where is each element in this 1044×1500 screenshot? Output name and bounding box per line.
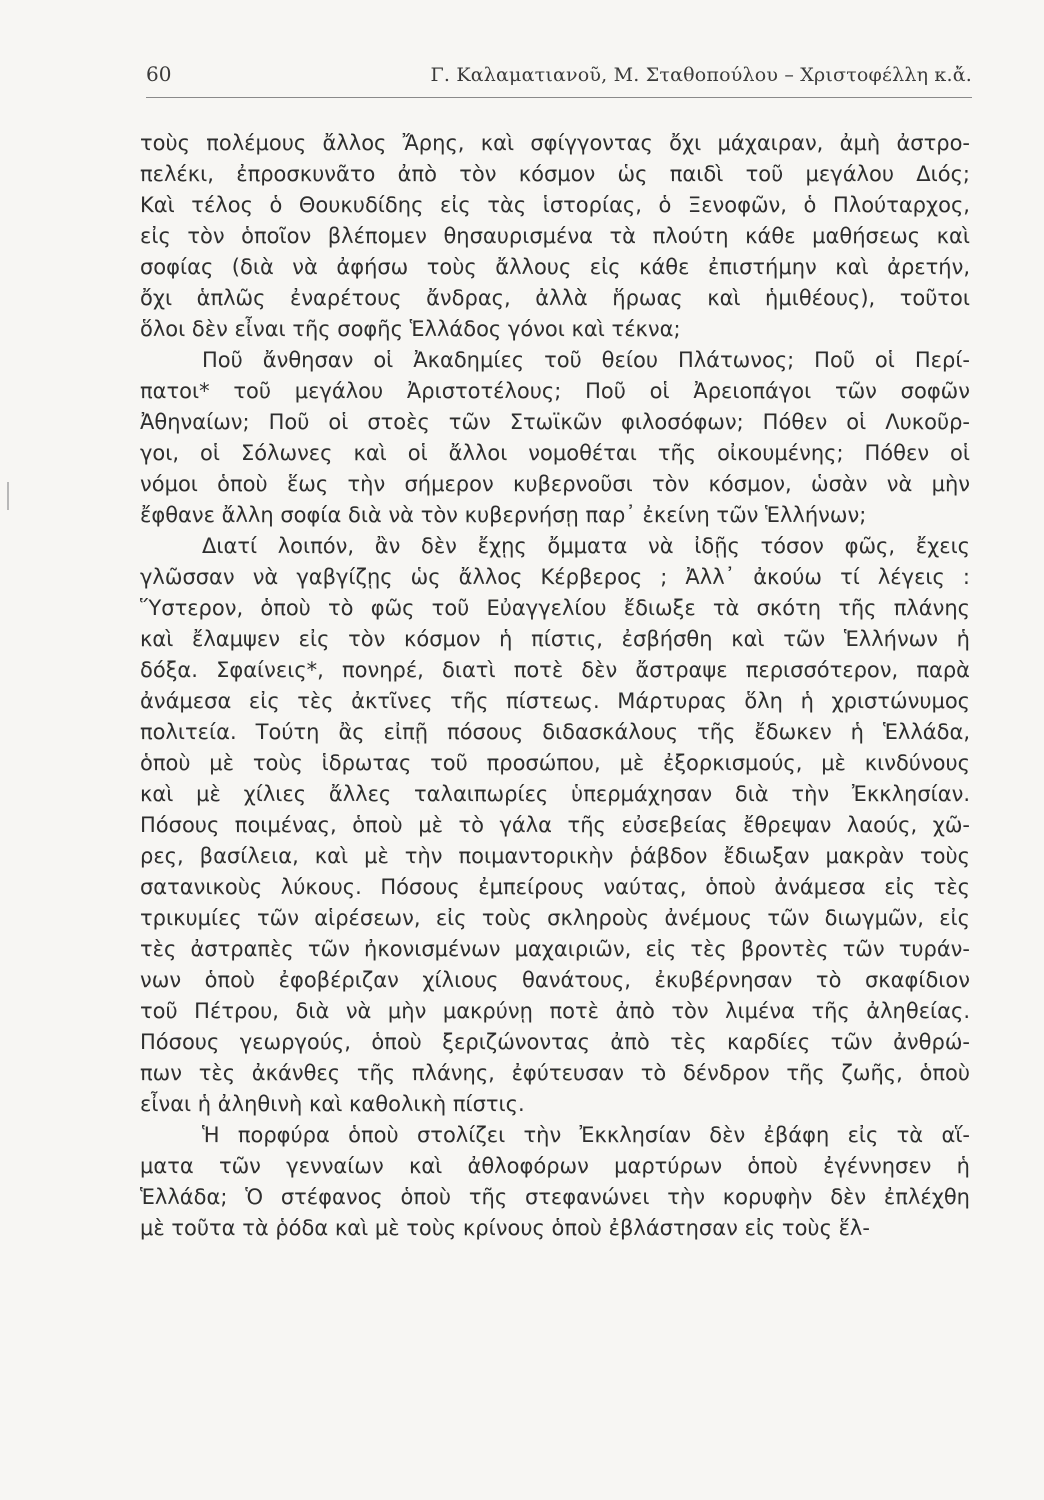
text-line: εἶναι ἡ ἀληθινὴ καὶ καθολικὴ πίστις.	[140, 1092, 525, 1116]
text-line: Πόσους γεωργούς, ὁποὺ ξεριζώνοντας ἀπὸ τὲς καρδίες τῶν ἀνθρώ-	[140, 1030, 970, 1054]
body-text	[140, 128, 970, 1244]
paragraph	[140, 531, 970, 1120]
paragraph	[140, 345, 970, 531]
text-line: μὲ τοῦτα τὰ ῥόδα καὶ μὲ τοὺς κρίνους ὁποὺ ἐβλάστησαν εἰς τοὺς ἕλ-	[140, 1216, 870, 1240]
text-line: σοφίας (διὰ νὰ ἀφήσω τοὺς ἄλλους εἰς κάθε ἐπιστήμην καὶ ἀρετήν,	[140, 255, 970, 279]
text-line: Ἀθηναίων; Ποῦ οἱ στοὲς τῶν Στωϊκῶν φιλοσόφων; Πόθεν οἱ Λυκοῦρ-	[140, 410, 970, 434]
text-line: Καὶ τέλος ὁ Θουκυδίδης εἰς τὰς ἱστορίας, ὁ Ξενοφῶν, ὁ Πλούταρχος,	[140, 193, 970, 217]
text-line: ματα τῶν γενναίων καὶ ἀθλοφόρων μαρτύρων ὁποὺ ἐγέννησεν ἡ	[140, 1154, 970, 1178]
text-line: ἔφθανε ἄλλη σοφία διὰ νὰ τὸν κυβερνήσῃ παρ᾽ ἐκείνη τῶν Ἑλλήνων;	[140, 503, 867, 527]
text-line: τὲς ἀστραπὲς τῶν ἠκονισμένων μαχαιριῶν, εἰς τὲς βροντὲς τῶν τυράν-	[140, 937, 970, 961]
header-rule	[146, 97, 972, 98]
margin-mark	[7, 482, 9, 510]
text-line: πολιτεία. Τούτη ἂς εἰπῇ πόσους διδασκάλους τῆς ἔδωκεν ἡ Ἑλλάδα,	[140, 720, 970, 744]
paragraph	[140, 128, 970, 345]
text-line: τρικυμίες τῶν αἱρέσεων, εἰς τοὺς σκληροὺς ἀνέμους τῶν διωγμῶν, εἰς	[140, 906, 970, 930]
page-header	[146, 58, 972, 98]
text-line: πατοι* τοῦ μεγάλου Ἀριστοτέλους; Ποῦ οἱ Ἀρειοπάγοι τῶν σοφῶν	[140, 379, 970, 403]
text-line: εἰς τὸν ὁποῖον βλέπομεν θησαυρισμένα τὰ πλούτη κάθε μαθήσεως καὶ	[140, 224, 970, 248]
text-line: ὁποὺ μὲ τοὺς ἱδρωτας τοῦ προσώπου, μὲ ἐξορκισμούς, μὲ κινδύνους	[140, 751, 970, 775]
text-line: τοῦ Πέτρου, διὰ νὰ μὴν μακρύνῃ ποτὲ ἀπὸ τὸν λιμένα τῆς ἀληθείας.	[140, 999, 970, 1023]
paragraph	[140, 1120, 970, 1244]
text-line: ὄχι ἁπλῶς ἐναρέτους ἄνδρας, ἀλλὰ ἥρωας καὶ ἡμιθέους), τοῦτοι	[140, 286, 970, 310]
text-line: ἀνάμεσα εἰς τὲς ἀκτῖνες τῆς πίστεως. Μάρτυρας ὅλη ἡ χριστώνυμος	[140, 689, 970, 713]
page-number: 60	[146, 62, 172, 86]
text-line: Ὕστερον, ὁποὺ τὸ φῶς τοῦ Εὐαγγελίου ἔδιωξε τὰ σκότη τῆς πλάνης	[140, 596, 970, 620]
text-line: Πόσους ποιμένας, ὁποὺ μὲ τὸ γάλα τῆς εὐσεβείας ἔθρεψαν λαούς, χῶ-	[140, 813, 970, 837]
text-line: γλῶσσαν νὰ γαβγίζῃς ὡς ἄλλος Κέρβερος ; Ἀλλ᾽ ἀκούω τί λέγεις :	[140, 565, 970, 589]
text-line: γοι, οἱ Σόλωνες καὶ οἱ ἄλλοι νομοθέται τῆς οἰκουμένης; Πόθεν οἱ	[140, 441, 970, 465]
running-head: Γ. Καλαματιανοῦ, Μ. Σταθοπούλου – Χριστοφέλλη κ.ἄ.	[430, 64, 972, 86]
text-line: σατανικοὺς λύκους. Πόσους ἐμπείρους ναύτας, ὁποὺ ἀνάμεσα εἰς τὲς	[140, 875, 970, 899]
text-line: ὅλοι δὲν εἶναι τῆς σοφῆς Ἑλλάδος γόνοι καὶ τέκνα;	[140, 317, 681, 341]
text-line: Διατί λοιπόν, ἂν δὲν ἔχῃς ὄμματα νὰ ἰδῇς τόσον φῶς, ἔχεις	[202, 534, 970, 558]
text-line: τοὺς πολέμους ἄλλος Ἄρης, καὶ σφίγγοντας ὄχι μάχαιραν, ἀμὴ ἀστρο-	[140, 131, 970, 155]
text-line: πελέκι, ἐπροσκυνᾶτο ἀπὸ τὸν κόσμον ὡς παιδὶ τοῦ μεγάλου Διός;	[140, 162, 970, 186]
text-line: πων τὲς ἀκάνθες τῆς πλάνης, ἐφύτευσαν τὸ δένδρον τῆς ζωῆς, ὁποὺ	[140, 1061, 970, 1085]
text-line: καὶ ἔλαμψεν εἰς τὸν κόσμον ἡ πίστις, ἐσβήσθη καὶ τῶν Ἑλλήνων ἡ	[140, 627, 970, 651]
text-line: Ἡ πορφύρα ὁποὺ στολίζει τὴν Ἐκκλησίαν δὲν ἐβάφη εἰς τὰ αἵ-	[202, 1123, 970, 1147]
text-line: Ποῦ ἄνθησαν οἱ Ἀκαδημίες τοῦ θείου Πλάτωνος; Ποῦ οἱ Περί-	[202, 348, 970, 372]
text-line: ρες, βασίλεια, καὶ μὲ τὴν ποιμαντορικὴν ῥάβδον ἔδιωξαν μακρὰν τοὺς	[140, 844, 970, 868]
text-line: δόξα. Σφαίνεις*, πονηρέ, διατὶ ποτὲ δὲν ἄστραψε περισσότερον, παρὰ	[140, 658, 970, 682]
text-line: νων ὁποὺ ἐφοβέριζαν χίλιους θανάτους, ἐκυβέρνησαν τὸ σκαφίδιον	[140, 968, 970, 992]
text-line: Ἑλλάδα; Ὁ στέφανος ὁποὺ τῆς στεφανώνει τὴν κορυφὴν δὲν ἐπλέχθη	[140, 1185, 970, 1209]
text-line: νόμοι ὁποὺ ἕως τὴν σήμερον κυβερνοῦσι τὸν κόσμον, ὡσὰν νὰ μὴν	[140, 472, 970, 496]
text-line: καὶ μὲ χίλιες ἄλλες ταλαιπωρίες ὑπερμάχησαν διὰ τὴν Ἐκκλησίαν.	[140, 782, 970, 806]
